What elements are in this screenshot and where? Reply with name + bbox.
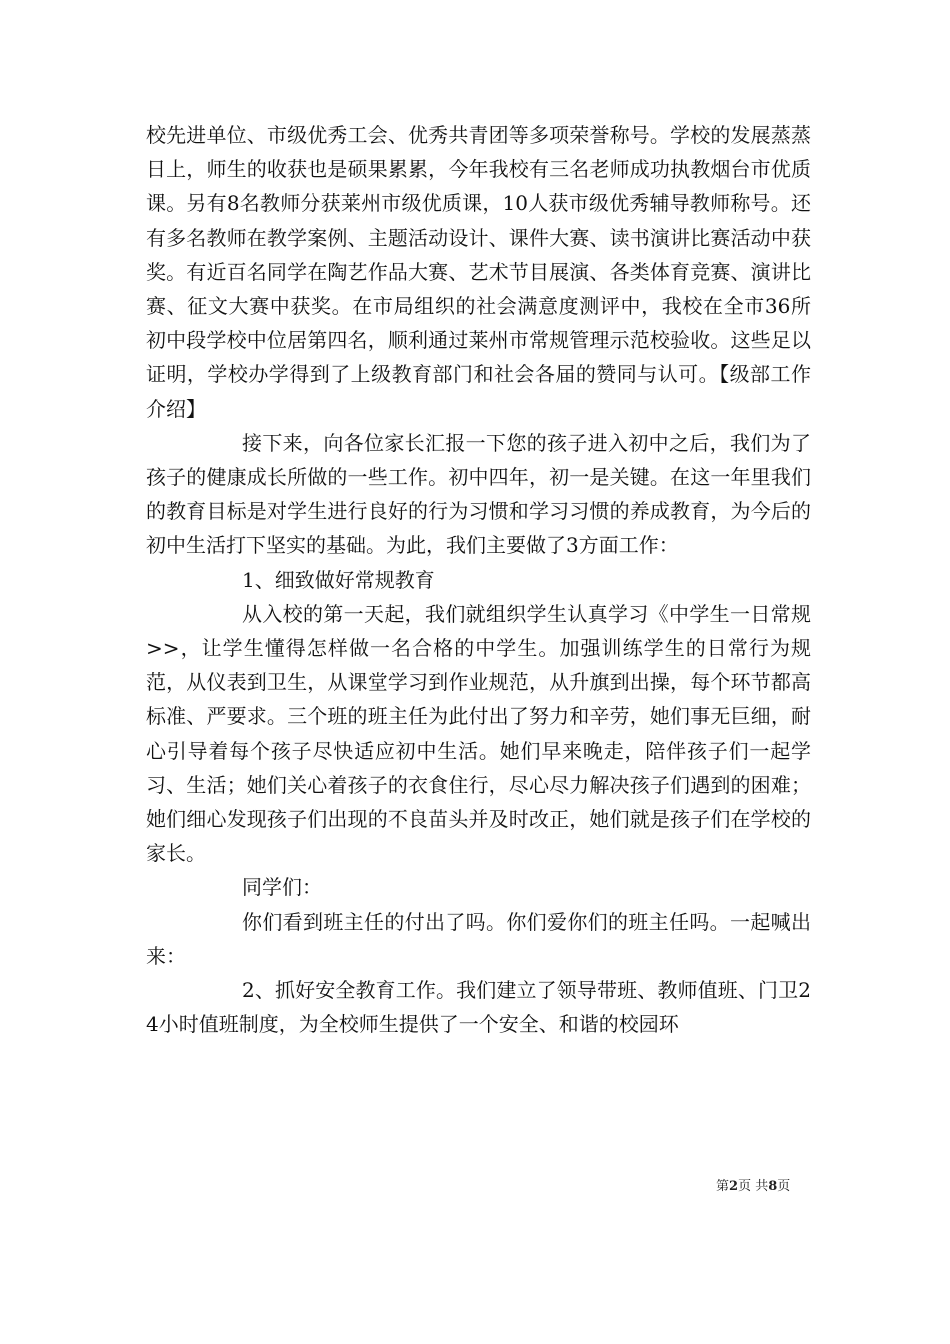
document-body [146, 118, 811, 1041]
footer-total-pages: 8 [768, 1179, 778, 1194]
footer-middle: 页 共 [738, 1179, 769, 1194]
footer-suffix: 页 [777, 1179, 791, 1194]
footer-current-page: 2 [729, 1179, 739, 1194]
paragraph-report-intro: 接下来，向各位家长汇报一下您的孩子进入初中之后，我们为了孩子的健康成长所做的一些工作。初中四年，初一是关键。在这一年里我们的教育目标是对学生进行良好的行为习惯和学习习惯的养成教育，为今后的初中生活打下坚实的基础。为此，我们主要做了3方面工作： [146, 430, 811, 558]
paragraph-students-address: 同学们： [242, 875, 322, 900]
page-footer [716, 1175, 790, 1194]
paragraph-students-question: 你们看到班主任的付出了吗。你们爱你们的班主任吗。一起喊出来： [146, 909, 811, 968]
section-heading-routine-education: 1、细致做好常规教育 [242, 567, 435, 592]
paragraph-safety-education: 2、抓好安全教育工作。我们建立了领导带班、教师值班、门卫24小时值班制度，为全校师生提供了一个安全、和谐的校园环 [146, 978, 811, 1037]
paragraph-honors: 校先进单位、市级优秀工会、优秀共青团等多项荣誉称号。学校的发展蒸蒸日上，师生的收获也是硕果累累，今年我校有三名老师成功执教烟台市优质课。另有8名教师分获莱州市级优质课，10人获市级优秀辅导教师称号。还有多名教师在教学案例、主题活动设计、课件大赛、读书演讲比赛活动中获奖。有近百名同学在陶艺作品大赛、艺术节目展演、各类体育竞赛、演讲比赛、征文大赛中获奖。在市局组织的社会满意度测评中，我校在全市36所初中段学校中位居第四名，顺利通过莱州市常规管理示范校验收。这些足以证明，学校办学得到了上级教育部门和社会各届的赞同与认可。【级部工作介绍】 [146, 123, 811, 421]
paragraph-routine-education: 从入校的第一天起，我们就组织学生认真学习《中学生一日常规>>，让学生懂得怎样做一名合格的中学生。加强训练学生的日常行为规范，从仪表到卫生，从课堂学习到作业规范，从升旗到出操，每个环节都高标准、严要求。三个班的班主任为此付出了努力和辛劳，她们事无巨细，耐心引导着每个孩子尽快适应初中生活。她们早来晚走，陪伴孩子们一起学习、生活；她们关心着孩子的衣食住行，尽心尽力解决孩子们遇到的困难；她们细心发现孩子们出现的不良苗头并及时改正，她们就是孩子们在学校的家长。 [146, 601, 811, 866]
footer-prefix: 第 [716, 1179, 730, 1194]
